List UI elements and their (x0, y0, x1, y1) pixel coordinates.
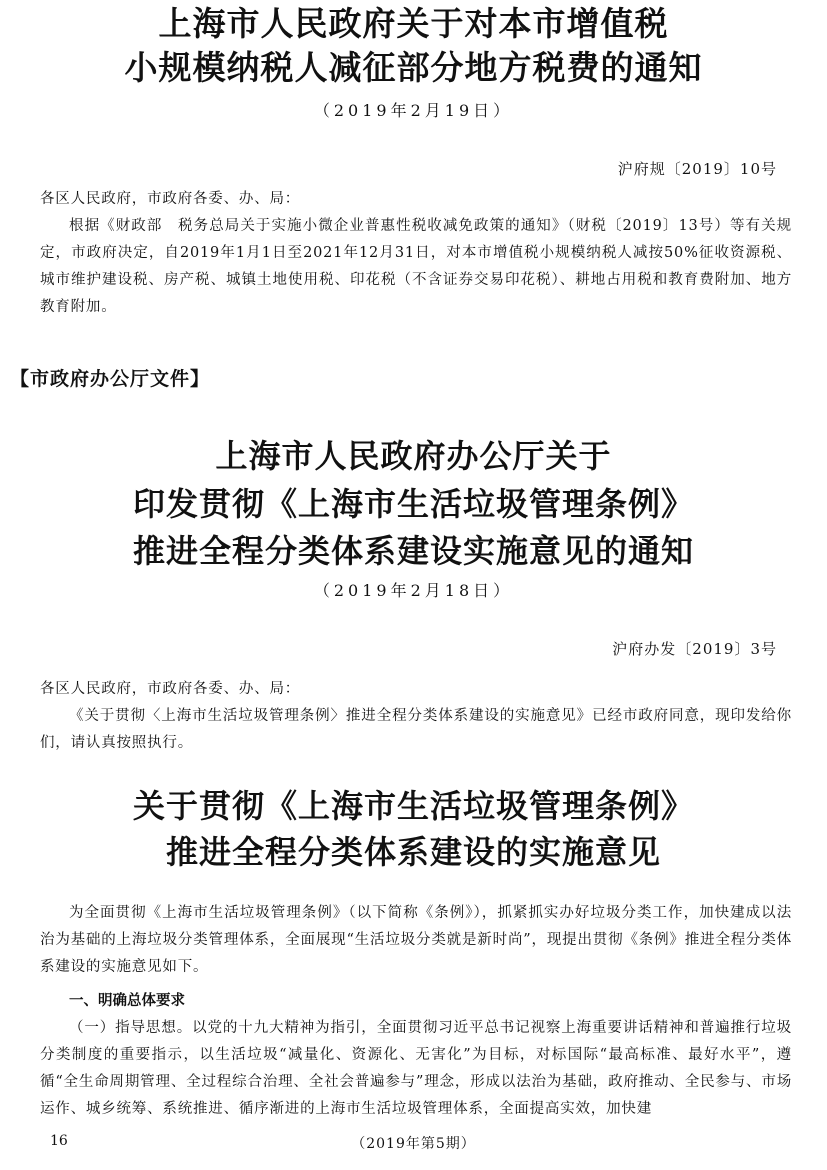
notice2-date: （2019年2月18日） (313, 581, 514, 600)
notice1-title-line2: 小规模纳税人减征部分地方税费的通知 (124, 48, 703, 87)
notice1-date: （2019年2月19日） (313, 101, 514, 120)
section-tag: 【市政府办公厅文件】 (10, 368, 211, 390)
opinion-title-line2: 推进全程分类体系建设的实施意见 (165, 833, 661, 871)
notice2-body: 《关于贯彻〈上海市生活垃圾管理条例〉推进全程分类体系建设的实施意见》已经市政府同意，现印发给你们，请认真按照执行。 (40, 708, 792, 751)
notice2-title-line2: 印发贯彻《上海市生活垃圾管理条例》 (132, 485, 694, 523)
page-number: 16 (50, 1133, 68, 1149)
issue-label: （2019年第5期） (351, 1136, 476, 1152)
opinion-para1: （一）指导思想。以党的十九大精神为指引，全面贯彻习近平总书记视察上海重要讲话精神和普遍推行垃圾分类制度的重要指示，以生活垃圾“减量化、资源化、无害化”为目标，对标国际“最高标准、最好水平”，遵循“全生命周期管理、全过程综合治理、全社会普遍参与”理念，形成以法治为基础，政府推动、全民参与、市场运作、城乡统筹、系统推进、循序渐进的上海市生活垃圾管理体系，全面提高实效，加快建 (40, 1020, 792, 1117)
opinion-title-line1: 关于贯彻《上海市生活垃圾管理条例》 (132, 787, 694, 825)
notice1-salutation: 各区人民政府，市政府各委、办、局： (40, 191, 301, 207)
opinion-heading1: 一、明确总体要求 (69, 993, 185, 1009)
notice2-title-line3: 推进全程分类体系建设实施意见的通知 (132, 532, 694, 570)
notice1-title-line1: 上海市人民政府关于对本市增值税 (158, 4, 669, 43)
notice2-salutation: 各区人民政府，市政府各委、办、局： (40, 681, 301, 697)
notice2-doc-number: 沪府办发〔2019〕3号 (612, 640, 777, 658)
opinion-intro: 为全面贯彻《上海市生活垃圾管理条例》（以下简称《条例》），抓紧抓实办好垃圾分类工作，加快建成以法治为基础的上海垃圾分类管理体系，全面展现“生活垃圾分类就是新时尚”，现提出贯彻《条例》推进全程分类体系建设的实施意见如下。 (40, 905, 792, 975)
notice1-doc-number: 沪府规〔2019〕10号 (617, 160, 777, 178)
notice2-title-line1: 上海市人民政府办公厅关于 (215, 437, 612, 475)
notice1-body: 根据《财政部 税务总局关于实施小微企业普惠性税收减免政策的通知》（财税〔2019〕13号）等有关规定，市政府决定，自2019年1月1日至2021年12月31日，对本市增值税小规模纳税人减按50%征收资源税、城市维护建设税、房产税、城镇土地使用税、印花税（不含证券交易印花税）、耕地占用税和教育费附加、地方教育附加。 (40, 218, 792, 315)
